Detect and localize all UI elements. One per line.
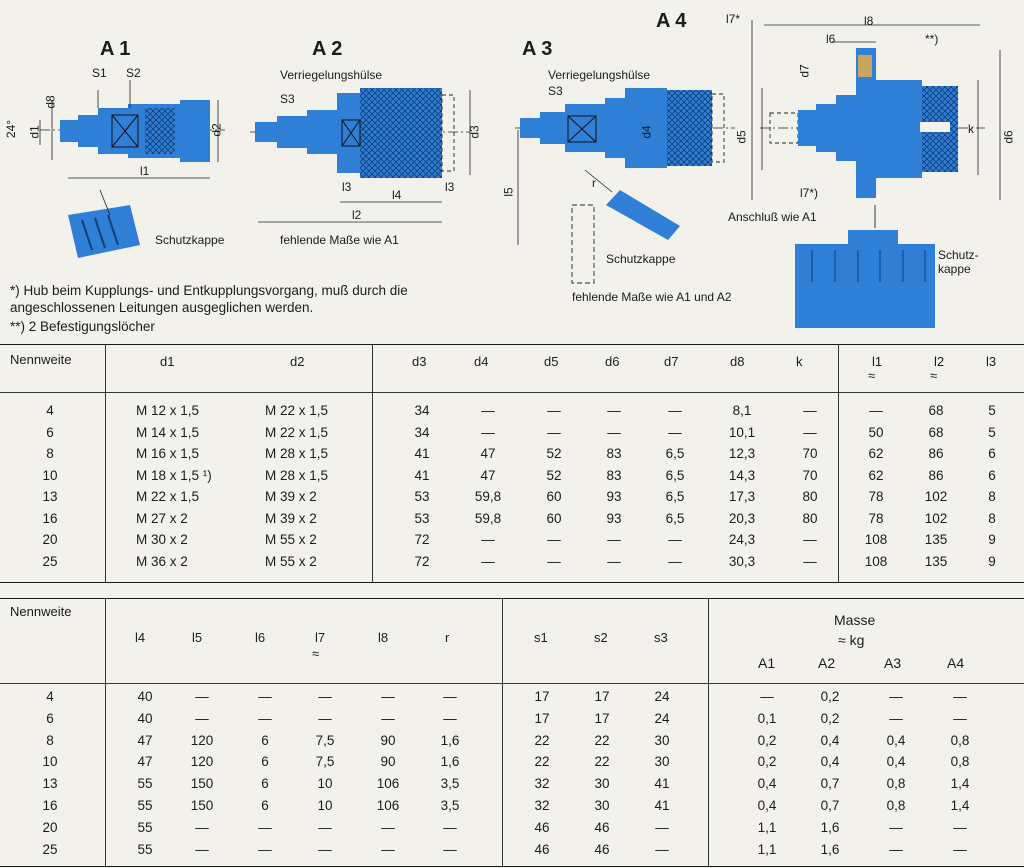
t1-cell-r4-c6: 93: [606, 489, 622, 504]
t2-cell-r5-c13: 1,4: [950, 798, 970, 813]
t1-cell-r2-c3: 41: [414, 446, 430, 461]
t2-cell-r0-c8: 17: [594, 689, 610, 704]
t2-cell-r0-c2: —: [195, 689, 209, 704]
t2-cell-r7-c4: —: [318, 841, 332, 857]
t1-cell-r4-c10: 78: [868, 489, 884, 504]
t1-cell-r3-c1: M 18 x 1,5 ¹): [136, 467, 212, 483]
t2-cell-r0-c3: —: [258, 689, 272, 704]
t1-cell-r5-c3: 53: [414, 510, 430, 526]
drawing-a1: [40, 80, 225, 258]
a1-d2-label: d2: [209, 123, 224, 137]
t1-cell-r1-c9: —: [803, 424, 817, 440]
t2-header-s3: s3: [654, 630, 668, 645]
t1-cell-r3-c7: 6,5: [665, 467, 685, 483]
t2-cell-r4-c9: 41: [654, 776, 670, 792]
a1-d8-label: d8: [43, 95, 58, 109]
t2-cell-r0-c7: 17: [534, 689, 550, 704]
t1-header-l3: l3: [986, 354, 997, 369]
t2-cell-r6-c7: 46: [534, 819, 550, 835]
t2-cell-r4-c3: 6: [261, 776, 269, 792]
t2-header-a4: A4: [947, 655, 965, 671]
t2-header-r: r: [445, 630, 450, 645]
t2-cell-r5-c4: 10: [317, 798, 333, 813]
t1-cell-r4-c3: 53: [414, 489, 430, 504]
t1-cell-r0-c12: 5: [988, 403, 996, 418]
t2-header-mass: Masse: [834, 612, 876, 628]
a3-missing-dims: fehlende Maße wie A1 und A2: [572, 290, 732, 304]
drawing-a4: [752, 20, 1000, 328]
t2-cell-r7-c11: 1,6: [820, 841, 840, 857]
t2-cell-r3-c1: 47: [137, 754, 153, 770]
figure-label-a2: A 2: [312, 38, 343, 60]
t2-cell-r4-c12: 0,8: [886, 776, 906, 792]
t2-header-l7: l7: [315, 630, 326, 645]
t2-cell-r7-c13: —: [953, 841, 967, 857]
t2-cell-r7-c10: 1,1: [757, 841, 777, 857]
a1-cap-label: Schutzkappe: [155, 233, 225, 247]
t2-cell-r4-c7: 32: [534, 776, 550, 792]
t2-cell-r4-c10: 0,4: [757, 776, 777, 792]
drawing-a2: [250, 88, 470, 222]
t1-cell-r0-c7: —: [668, 403, 682, 418]
t1-cell-r6-c8: 24,3: [728, 532, 756, 547]
t1-cell-r5-c8: 20,3: [728, 510, 756, 526]
t2-cell-r2-c11: 0,4: [820, 732, 840, 748]
t1-cell-r4-c9: 80: [802, 489, 818, 504]
a2-sleeve-label: Verriegelungshülse: [280, 68, 383, 82]
t1-cell-r4-c0: 13: [42, 489, 58, 504]
t2-cell-r1-c1: 40: [137, 710, 153, 726]
a4-k-label: k: [968, 122, 974, 136]
t1-header-d6: d6: [605, 354, 620, 369]
t1-header-d4: d4: [474, 354, 489, 369]
t1-cell-r0-c3: 34: [414, 403, 430, 418]
t2-cell-r0-c0: 4: [46, 689, 54, 704]
t1-cell-r3-c5: 52: [546, 467, 562, 483]
t1-cell-r4-c4: 59,8: [474, 489, 502, 504]
t2-cell-r7-c7: 46: [534, 841, 550, 857]
t2-cell-r0-c9: 24: [654, 689, 670, 704]
a1-angle-label: 24°: [4, 119, 19, 139]
t2-cell-r4-c2: 150: [190, 776, 214, 792]
t2-cell-r1-c12: —: [889, 710, 903, 726]
t1-cell-r3-c2: M 28 x 1,5: [265, 467, 329, 483]
t1-cell-r2-c10: 62: [868, 446, 884, 461]
t1-cell-r6-c1: M 30 x 2: [136, 532, 188, 547]
t1-cell-r7-c1: M 36 x 2: [136, 553, 188, 569]
t2-cell-r5-c3: 6: [261, 798, 269, 813]
t2-cell-r2-c10: 0,2: [757, 732, 777, 748]
t1-cell-r2-c11: 86: [928, 446, 944, 461]
t2-cell-r4-c8: 30: [594, 776, 610, 792]
t1-cell-r3-c4: 47: [480, 467, 496, 483]
t1-cell-r0-c5: —: [547, 403, 561, 418]
t2-header-l5: l5: [192, 630, 203, 645]
t2-cell-r1-c0: 6: [46, 710, 54, 726]
t1-cell-r3-c9: 70: [802, 467, 818, 483]
t2-header-a3: A3: [884, 655, 902, 671]
a1-s1-label: S1: [92, 66, 107, 80]
t1-cell-r6-c2: M 55 x 2: [265, 532, 317, 547]
t1-cell-r1-c12: 5: [988, 424, 996, 440]
a4-l7-top-label: l7*: [726, 12, 741, 26]
t1-cell-r6-c9: —: [803, 532, 817, 547]
t2-cell-r2-c8: 22: [594, 732, 610, 748]
t1-cell-r7-c9: —: [803, 553, 817, 569]
t1-cell-r1-c0: 6: [46, 424, 54, 440]
t1-cell-r3-c10: 62: [868, 467, 884, 483]
t2-cell-r0-c12: —: [889, 689, 903, 704]
a2-missing-dims: fehlende Maße wie A1: [280, 233, 399, 247]
t2-cell-r4-c0: 13: [42, 776, 58, 792]
t2-cell-r3-c2: 120: [190, 754, 214, 770]
t1-cell-r1-c1: M 14 x 1,5: [136, 424, 200, 440]
t2-cell-r6-c13: —: [953, 819, 967, 835]
t2-cell-r7-c1: 55: [137, 841, 153, 857]
a3-sleeve-label: Verriegelungshülse: [548, 68, 651, 82]
t1-cell-r1-c8: 10,1: [728, 424, 756, 440]
t1-cell-r5-c6: 93: [606, 510, 622, 526]
t2-cell-r4-c13: 1,4: [950, 776, 970, 792]
t1-cell-r6-c11: 135: [924, 532, 948, 547]
t1-cell-r0-c9: —: [803, 403, 817, 418]
t2-cell-r1-c4: —: [318, 710, 332, 726]
t2-cell-r6-c11: 1,6: [820, 819, 840, 835]
t2-cell-r4-c6: 3,5: [440, 776, 460, 792]
t2-cell-r5-c2: 150: [190, 798, 214, 813]
t1-cell-r5-c0: 16: [42, 510, 58, 526]
t1-cell-r6-c5: —: [547, 532, 561, 547]
t1-cell-r2-c6: 83: [606, 446, 622, 461]
t1-cell-r4-c1: M 22 x 1,5: [136, 489, 200, 504]
t1-cell-r1-c6: —: [607, 424, 621, 440]
a2-s3-label: S3: [280, 92, 295, 106]
t2-cell-r5-c9: 41: [654, 798, 670, 813]
t2-cell-r3-c7: 22: [534, 754, 550, 770]
t1-cell-r1-c11: 68: [928, 424, 944, 440]
t1-cell-r0-c6: —: [607, 403, 621, 418]
t1-header-nennweite: Nennweite: [10, 352, 72, 367]
t1-header-d1: d1: [160, 354, 175, 369]
t2-cell-r2-c5: 90: [380, 732, 396, 748]
t2-cell-r0-c6: —: [443, 689, 457, 704]
t2-cell-r4-c4: 10: [317, 776, 333, 792]
t2-cell-r7-c3: —: [258, 841, 272, 857]
t2-cell-r2-c1: 47: [137, 732, 153, 748]
t1-cell-r2-c12: 6: [988, 446, 996, 461]
t2-cell-r3-c13: 0,8: [950, 754, 970, 770]
t2-cell-r7-c5: —: [381, 841, 395, 857]
t2-cell-r6-c8: 46: [594, 819, 610, 835]
t2-cell-r0-c4: —: [318, 689, 332, 704]
t2-cell-r3-c4: 7,5: [315, 754, 335, 770]
t1-cell-r5-c1: M 27 x 2: [136, 510, 188, 526]
a1-l1-label: l1: [140, 164, 150, 178]
t1-cell-r2-c0: 8: [46, 446, 54, 461]
t1-cell-r4-c12: 8: [988, 489, 996, 504]
t2-cell-r6-c12: —: [889, 819, 903, 835]
t2-header-l7-approx: ≈: [312, 646, 320, 661]
t2-cell-r2-c2: 120: [190, 732, 214, 748]
t2-header-nennweite: Nennweite: [10, 604, 72, 619]
a3-s3-label: S3: [548, 84, 563, 98]
t1-cell-r7-c0: 25: [42, 553, 58, 569]
footnote-stroke: *) Hub beim Kupplungs- und Entkupplungsvorgang, muß durch die angeschlossenen Leitungen ausgeglichen werden.: [10, 283, 408, 315]
a3-l5-label: l5: [501, 187, 516, 197]
t1-cell-r7-c10: 108: [864, 553, 888, 569]
t2-cell-r3-c0: 10: [42, 754, 58, 770]
a4-connection-label: Anschluß wie A1: [728, 210, 817, 224]
t2-cell-r7-c9: —: [655, 841, 669, 857]
t1-cell-r3-c8: 14,3: [728, 467, 756, 483]
figure-label-a3: A 3: [522, 38, 553, 60]
t1-cell-r3-c3: 41: [414, 467, 430, 483]
t2-cell-r1-c5: —: [381, 710, 395, 726]
t1-cell-r6-c12: 9: [988, 532, 996, 547]
t2-cell-r7-c8: 46: [594, 841, 610, 857]
t2-cell-r7-c0: 25: [42, 841, 58, 857]
a3-cap-label: Schutzkappe: [606, 252, 676, 266]
t2-cell-r0-c13: —: [953, 689, 967, 704]
a1-d1-label: d1: [27, 125, 42, 139]
t1-cell-r7-c12: 9: [988, 553, 996, 569]
t2-cell-r6-c1: 55: [137, 819, 153, 835]
t2-cell-r2-c4: 7,5: [315, 732, 335, 748]
t1-cell-r0-c11: 68: [928, 403, 944, 418]
t1-cell-r0-c1: M 12 x 1,5: [136, 403, 200, 418]
t1-cell-r2-c5: 52: [546, 446, 562, 461]
t2-cell-r6-c2: —: [195, 819, 209, 835]
t1-header-d3: d3: [412, 354, 427, 369]
t2-cell-r4-c11: 0,7: [820, 776, 840, 792]
t1-header-k: k: [796, 354, 803, 369]
t2-cell-r5-c7: 32: [534, 798, 550, 813]
t2-header-a1: A1: [758, 655, 776, 671]
a4-l8-label: l8: [864, 14, 874, 28]
t1-cell-r0-c8: 8,1: [732, 403, 752, 418]
t1-cell-r6-c6: —: [607, 532, 621, 547]
t2-cell-r2-c9: 30: [654, 732, 670, 748]
a2-d3-label: d3: [467, 125, 482, 139]
t2-cell-r6-c3: —: [258, 819, 272, 835]
t2-cell-r3-c12: 0,4: [886, 754, 906, 770]
t2-cell-r2-c13: 0,8: [950, 732, 970, 748]
t1-cell-r6-c4: —: [481, 532, 495, 547]
t1-cell-r7-c8: 30,3: [728, 553, 756, 569]
t1-cell-r4-c5: 60: [546, 489, 562, 504]
t1-cell-r3-c12: 6: [988, 467, 996, 483]
t1-cell-r5-c4: 59,8: [474, 510, 502, 526]
t2-cell-r1-c9: 24: [654, 710, 670, 726]
t2-cell-r3-c11: 0,4: [820, 754, 840, 770]
t2-cell-r7-c12: —: [889, 841, 903, 857]
a2-l4-label: l4: [392, 188, 402, 202]
t1-cell-r0-c4: —: [481, 403, 495, 418]
a1-s2-label: S2: [126, 66, 141, 80]
t1-cell-r2-c7: 6,5: [665, 446, 685, 461]
t2-cell-r6-c4: —: [318, 819, 332, 835]
t2-cell-r5-c1: 55: [137, 798, 153, 813]
t1-cell-r1-c2: M 22 x 1,5: [265, 424, 329, 440]
a4-d7-label: d7: [797, 64, 812, 78]
t1-header-l2-approx: ≈: [930, 368, 938, 383]
t1-cell-r6-c7: —: [668, 532, 682, 547]
t1-cell-r7-c2: M 55 x 2: [265, 553, 317, 569]
t2-header-mass-unit: ≈ kg: [838, 632, 865, 648]
t2-cell-r7-c2: —: [195, 841, 209, 857]
t2-header-s1: s1: [534, 630, 548, 645]
t2-cell-r1-c11: 0,2: [820, 710, 840, 726]
t1-header-d2: d2: [290, 354, 305, 369]
t2-cell-r1-c6: —: [443, 710, 457, 726]
t1-header-d7: d7: [664, 354, 679, 369]
t2-cell-r0-c10: —: [760, 689, 774, 704]
t1-cell-r7-c7: —: [668, 553, 682, 569]
t1-cell-r2-c8: 12,3: [728, 446, 756, 461]
t1-header-d8: d8: [730, 354, 745, 369]
a2-l3-right-label: l3: [445, 180, 455, 194]
t2-cell-r3-c3: 6: [261, 754, 269, 770]
t2-cell-r2-c12: 0,4: [886, 732, 906, 748]
t1-cell-r2-c1: M 16 x 1,5: [136, 446, 200, 461]
t2-cell-r2-c7: 22: [534, 732, 550, 748]
a4-d6-label: d6: [1001, 130, 1016, 144]
t1-cell-r0-c0: 4: [46, 403, 54, 418]
figure-label-a4: A 4: [656, 10, 687, 32]
t2-cell-r5-c6: 3,5: [440, 798, 460, 813]
t1-cell-r6-c10: 108: [864, 532, 888, 547]
t1-cell-r7-c3: 72: [414, 553, 430, 569]
t2-cell-r5-c10: 0,4: [757, 798, 777, 813]
t2-cell-r2-c0: 8: [46, 732, 54, 748]
t1-header-d5: d5: [544, 354, 559, 369]
t2-cell-r3-c5: 90: [380, 754, 396, 770]
t1-cell-r5-c2: M 39 x 2: [265, 510, 317, 526]
t2-cell-r1-c10: 0,1: [757, 710, 777, 726]
a3-d4-label: d4: [639, 125, 654, 139]
t2-cell-r6-c6: —: [443, 819, 457, 835]
t1-cell-r0-c10: —: [869, 403, 883, 418]
t2-cell-r0-c1: 40: [137, 689, 153, 704]
t2-cell-r3-c8: 22: [594, 754, 610, 770]
t1-cell-r6-c3: 72: [414, 532, 430, 547]
t1-cell-r1-c3: 34: [414, 424, 430, 440]
t2-cell-r1-c8: 17: [594, 710, 610, 726]
t2-cell-r5-c8: 30: [594, 798, 610, 813]
t1-header-l2: l2: [934, 354, 945, 369]
a4-l7-bottom-label: l7*): [800, 186, 819, 200]
a2-l3-left-label: l3: [342, 180, 352, 194]
t1-cell-r7-c5: —: [547, 553, 561, 569]
t1-cell-r3-c6: 83: [606, 467, 622, 483]
t1-cell-r1-c5: —: [547, 424, 561, 440]
t2-header-s2: s2: [594, 630, 608, 645]
t2-cell-r0-c5: —: [381, 689, 395, 704]
figure-label-a1: A 1: [100, 38, 131, 60]
t2-cell-r3-c10: 0,2: [757, 754, 777, 770]
t2-cell-r6-c0: 20: [42, 819, 58, 835]
t1-cell-r7-c4: —: [481, 553, 495, 569]
t2-cell-r5-c12: 0,8: [886, 798, 906, 813]
a4-d5-label: d5: [734, 130, 749, 144]
t1-cell-r7-c6: —: [607, 553, 621, 569]
t1-cell-r4-c7: 6,5: [665, 489, 685, 504]
t1-cell-r1-c10: 50: [868, 424, 884, 440]
a2-l2-label: l2: [352, 208, 362, 222]
t2-cell-r4-c5: 106: [376, 776, 400, 792]
t1-cell-r4-c8: 17,3: [728, 489, 756, 504]
t1-header-l1-approx: ≈: [868, 368, 876, 383]
a4-cap-label: Schutz-kappe: [938, 248, 979, 276]
t2-cell-r1-c13: —: [953, 710, 967, 726]
t1-cell-r5-c11: 102: [924, 510, 948, 526]
t1-cell-r3-c11: 86: [928, 467, 944, 483]
t1-cell-r7-c11: 135: [924, 553, 948, 569]
t2-header-l8: l8: [378, 630, 389, 645]
t1-cell-r4-c2: M 39 x 2: [265, 489, 317, 504]
t2-cell-r4-c1: 55: [137, 776, 153, 792]
t1-cell-r2-c9: 70: [802, 446, 818, 461]
t2-header-l4: l4: [135, 630, 146, 645]
t1-header-l1: l1: [872, 354, 883, 369]
t1-cell-r0-c2: M 22 x 1,5: [265, 403, 329, 418]
t2-cell-r0-c11: 0,2: [820, 689, 840, 704]
t2-cell-r2-c3: 6: [261, 732, 269, 748]
t1-cell-r5-c12: 8: [988, 510, 996, 526]
t2-cell-r3-c9: 30: [654, 754, 670, 770]
t1-cell-r5-c5: 60: [546, 510, 562, 526]
t2-cell-r2-c6: 1,6: [440, 732, 460, 748]
t1-cell-r1-c4: —: [481, 424, 495, 440]
a4-l6-label: l6: [826, 32, 836, 46]
t2-cell-r1-c2: —: [195, 710, 209, 726]
t2-cell-r1-c7: 17: [534, 710, 550, 726]
t1-cell-r5-c9: 80: [802, 510, 818, 526]
t1-cell-r2-c4: 47: [480, 446, 496, 461]
t1-cell-r3-c0: 10: [42, 467, 58, 483]
a3-r-label: r: [592, 176, 596, 190]
t2-cell-r3-c6: 1,6: [440, 754, 460, 770]
t2-cell-r6-c5: —: [381, 819, 395, 835]
t1-cell-r6-c0: 20: [42, 532, 58, 547]
t1-cell-r5-c10: 78: [868, 510, 884, 526]
t1-cell-r1-c7: —: [668, 424, 682, 440]
t2-cell-r6-c9: —: [655, 819, 669, 835]
t2-cell-r5-c5: 106: [376, 798, 400, 813]
t2-header-l6: l6: [255, 630, 266, 645]
footnote-mounting-holes: **) 2 Befestigungslöcher: [10, 319, 155, 334]
t1-cell-r4-c11: 102: [924, 489, 948, 504]
t1-cell-r2-c2: M 28 x 1,5: [265, 446, 329, 461]
t2-cell-r6-c10: 1,1: [757, 819, 777, 835]
a4-double-star: **): [925, 32, 939, 46]
t2-cell-r5-c0: 16: [42, 798, 58, 813]
t2-cell-r7-c6: —: [443, 841, 457, 857]
t2-cell-r1-c3: —: [258, 710, 272, 726]
t2-cell-r5-c11: 0,7: [820, 798, 840, 813]
t2-header-a2: A2: [818, 655, 836, 671]
t1-cell-r5-c7: 6,5: [665, 510, 685, 526]
